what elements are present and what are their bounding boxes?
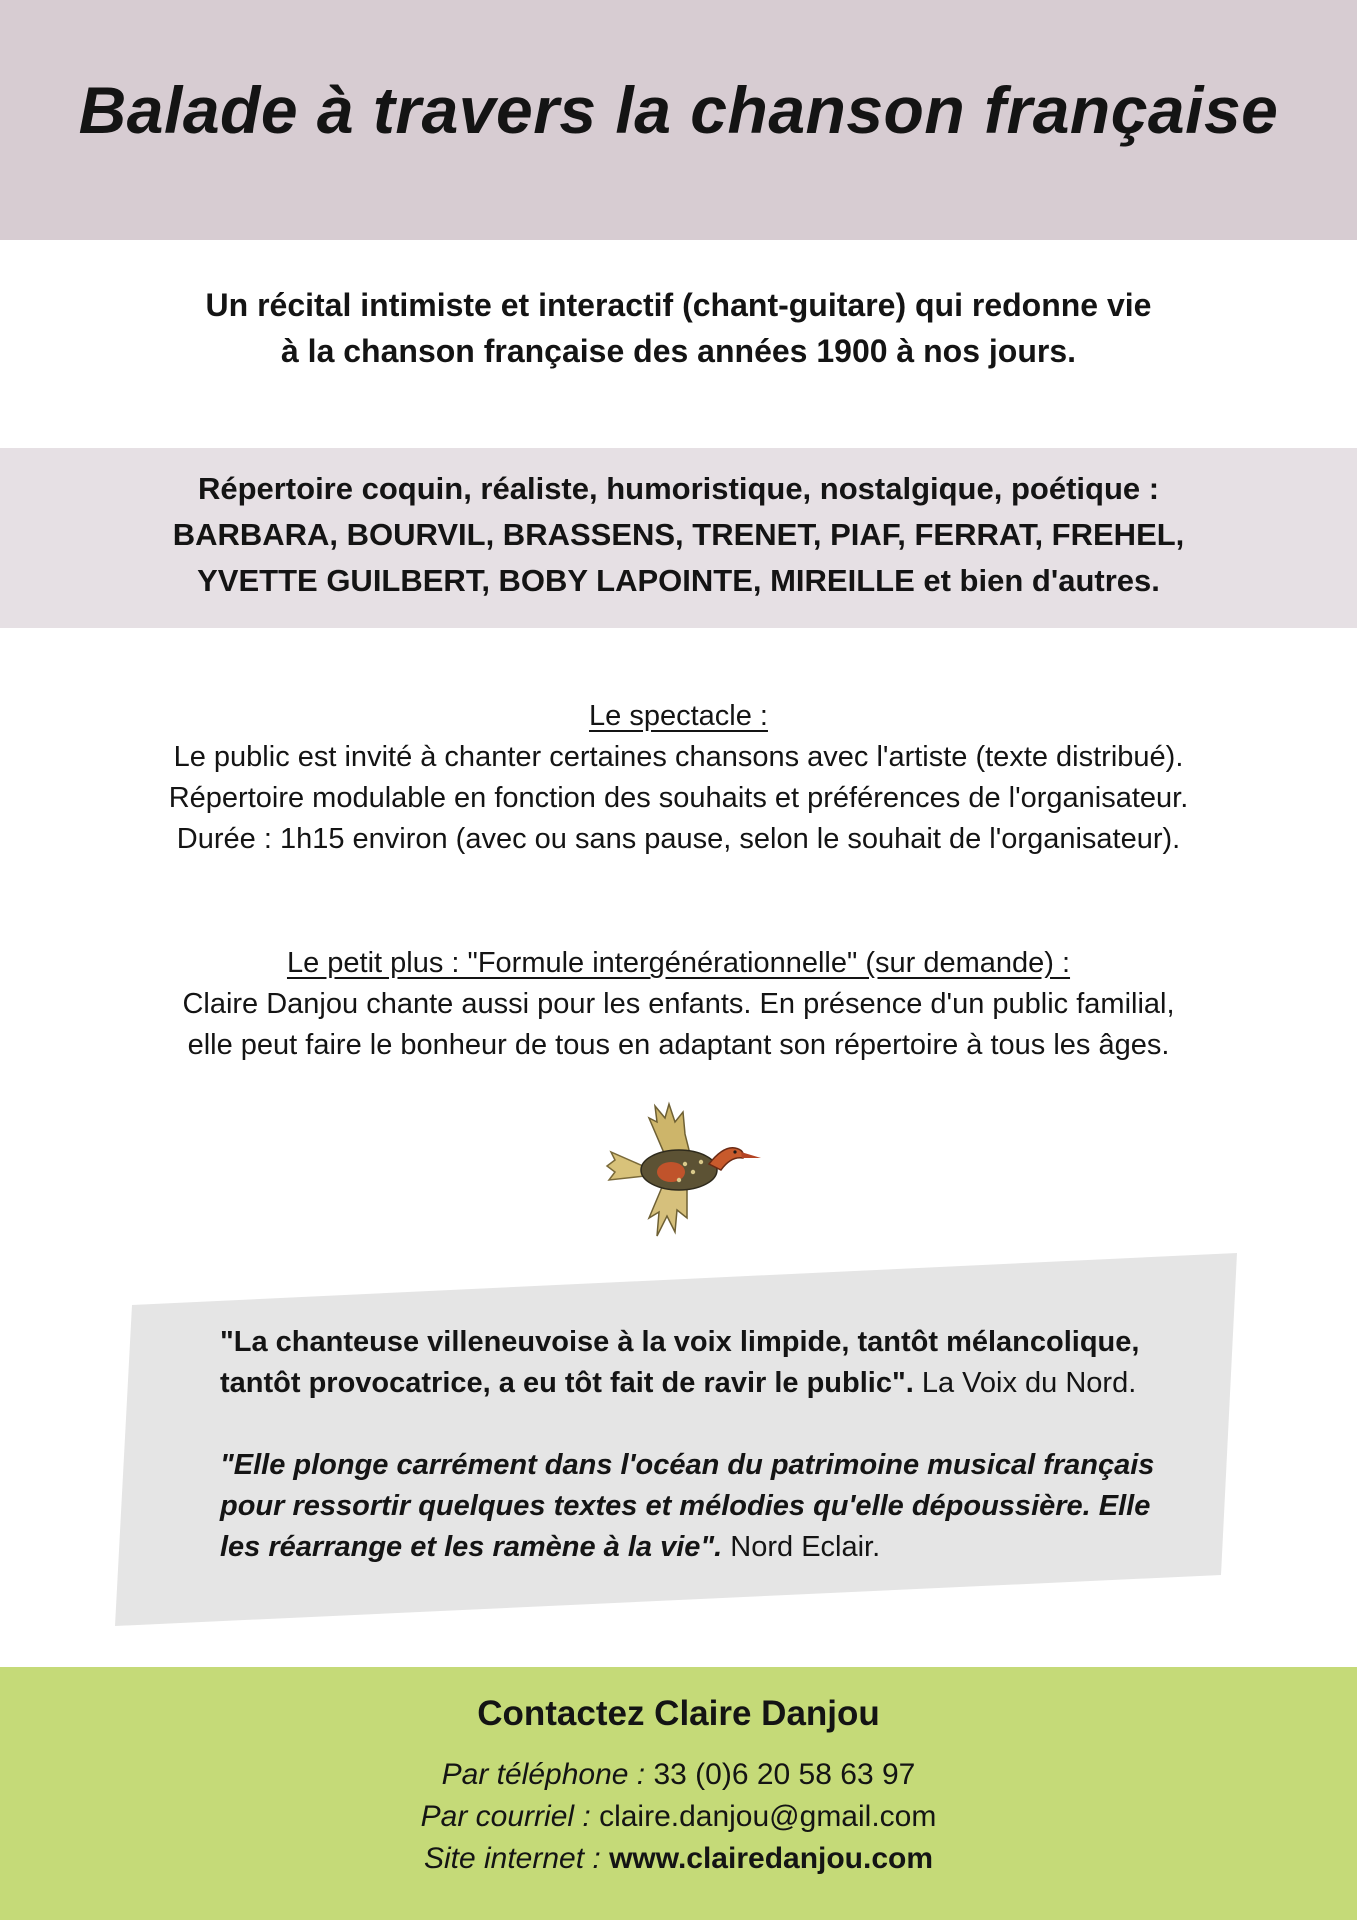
quote-nord-eclair xyxy=(220,1445,1200,1568)
repertoire-line-1: Répertoire coquin, réaliste, humoristique, nostalgique, poétique : xyxy=(197,471,1160,506)
quote-source: Nord Eclair. xyxy=(730,1531,881,1563)
email-label: Par courriel : xyxy=(420,1800,591,1833)
quote-line: pour ressortir quelques textes et mélodies qu'elle dépoussière. Elle xyxy=(220,1490,1151,1522)
contact-web-row xyxy=(0,1838,1357,1880)
quote-line: "La chanteuse villeneuvoise à la voix limpide, tantôt mélancolique, xyxy=(220,1326,1140,1358)
press-quotes xyxy=(220,1322,1200,1609)
quote-line: les réarrange et les ramène à la vie". xyxy=(220,1531,723,1563)
spectacle-section xyxy=(0,696,1357,860)
phone-label: Par téléphone : xyxy=(441,1758,646,1791)
bird-icon xyxy=(605,1100,765,1240)
petit-plus-line: elle peut faire le bonheur de tous en adaptant son répertoire à tous les âges. xyxy=(187,1029,1170,1061)
intro-line-1: Un récital intimiste et interactif (chant-guitare) qui redonne vie xyxy=(205,287,1152,323)
petit-plus-line: Claire Danjou chante aussi pour les enfants. En présence d'un public familial, xyxy=(182,988,1175,1020)
intro-text xyxy=(0,282,1357,374)
petit-plus-section xyxy=(0,943,1357,1066)
quote-line: "Elle plonge carrément dans l'océan du patrimoine musical français xyxy=(220,1449,1155,1481)
petit-plus-heading: Le petit plus : "Formule intergénérationnelle" (sur demande) : xyxy=(286,947,1071,979)
spectacle-line: Répertoire modulable en fonction des souhaits et préférences de l'organisateur. xyxy=(168,782,1189,814)
page-title: Balade à travers la chanson française xyxy=(78,73,1279,147)
website-link[interactable]: www.clairedanjou.com xyxy=(609,1842,934,1875)
phone-value[interactable]: 33 (0)6 20 58 63 97 xyxy=(653,1758,916,1791)
email-link[interactable]: claire.danjou@gmail.com xyxy=(599,1800,937,1833)
web-label: Site internet : xyxy=(423,1842,601,1875)
repertoire-text xyxy=(0,466,1357,604)
intro-line-2: à la chanson française des années 1900 à nos jours. xyxy=(280,333,1077,369)
contact-email-row xyxy=(0,1796,1357,1838)
repertoire-line-3: YVETTE GUILBERT, BOBY LAPOINTE, MIREILLE et bien d'autres. xyxy=(197,563,1160,598)
spectacle-line: Le public est invité à chanter certaines chansons avec l'artiste (texte distribué). xyxy=(173,741,1184,773)
quote-line: tantôt provocatrice, a eu tôt fait de ravir le public". xyxy=(220,1367,914,1399)
quote-source: La Voix du Nord. xyxy=(921,1367,1137,1399)
contact-title: Contactez Claire Danjou xyxy=(477,1694,880,1733)
repertoire-line-2: BARBARA, BOURVIL, BRASSENS, TRENET, PIAF, FERRAT, FREHEL, xyxy=(172,517,1185,552)
contact-details xyxy=(0,1754,1357,1880)
spectacle-line: Durée : 1h15 environ (avec ou sans pause, selon le souhait de l'organisateur). xyxy=(176,823,1181,855)
quote-voix-du-nord xyxy=(220,1322,1200,1404)
spectacle-heading: Le spectacle : xyxy=(589,700,768,732)
contact-phone-row xyxy=(0,1754,1357,1796)
